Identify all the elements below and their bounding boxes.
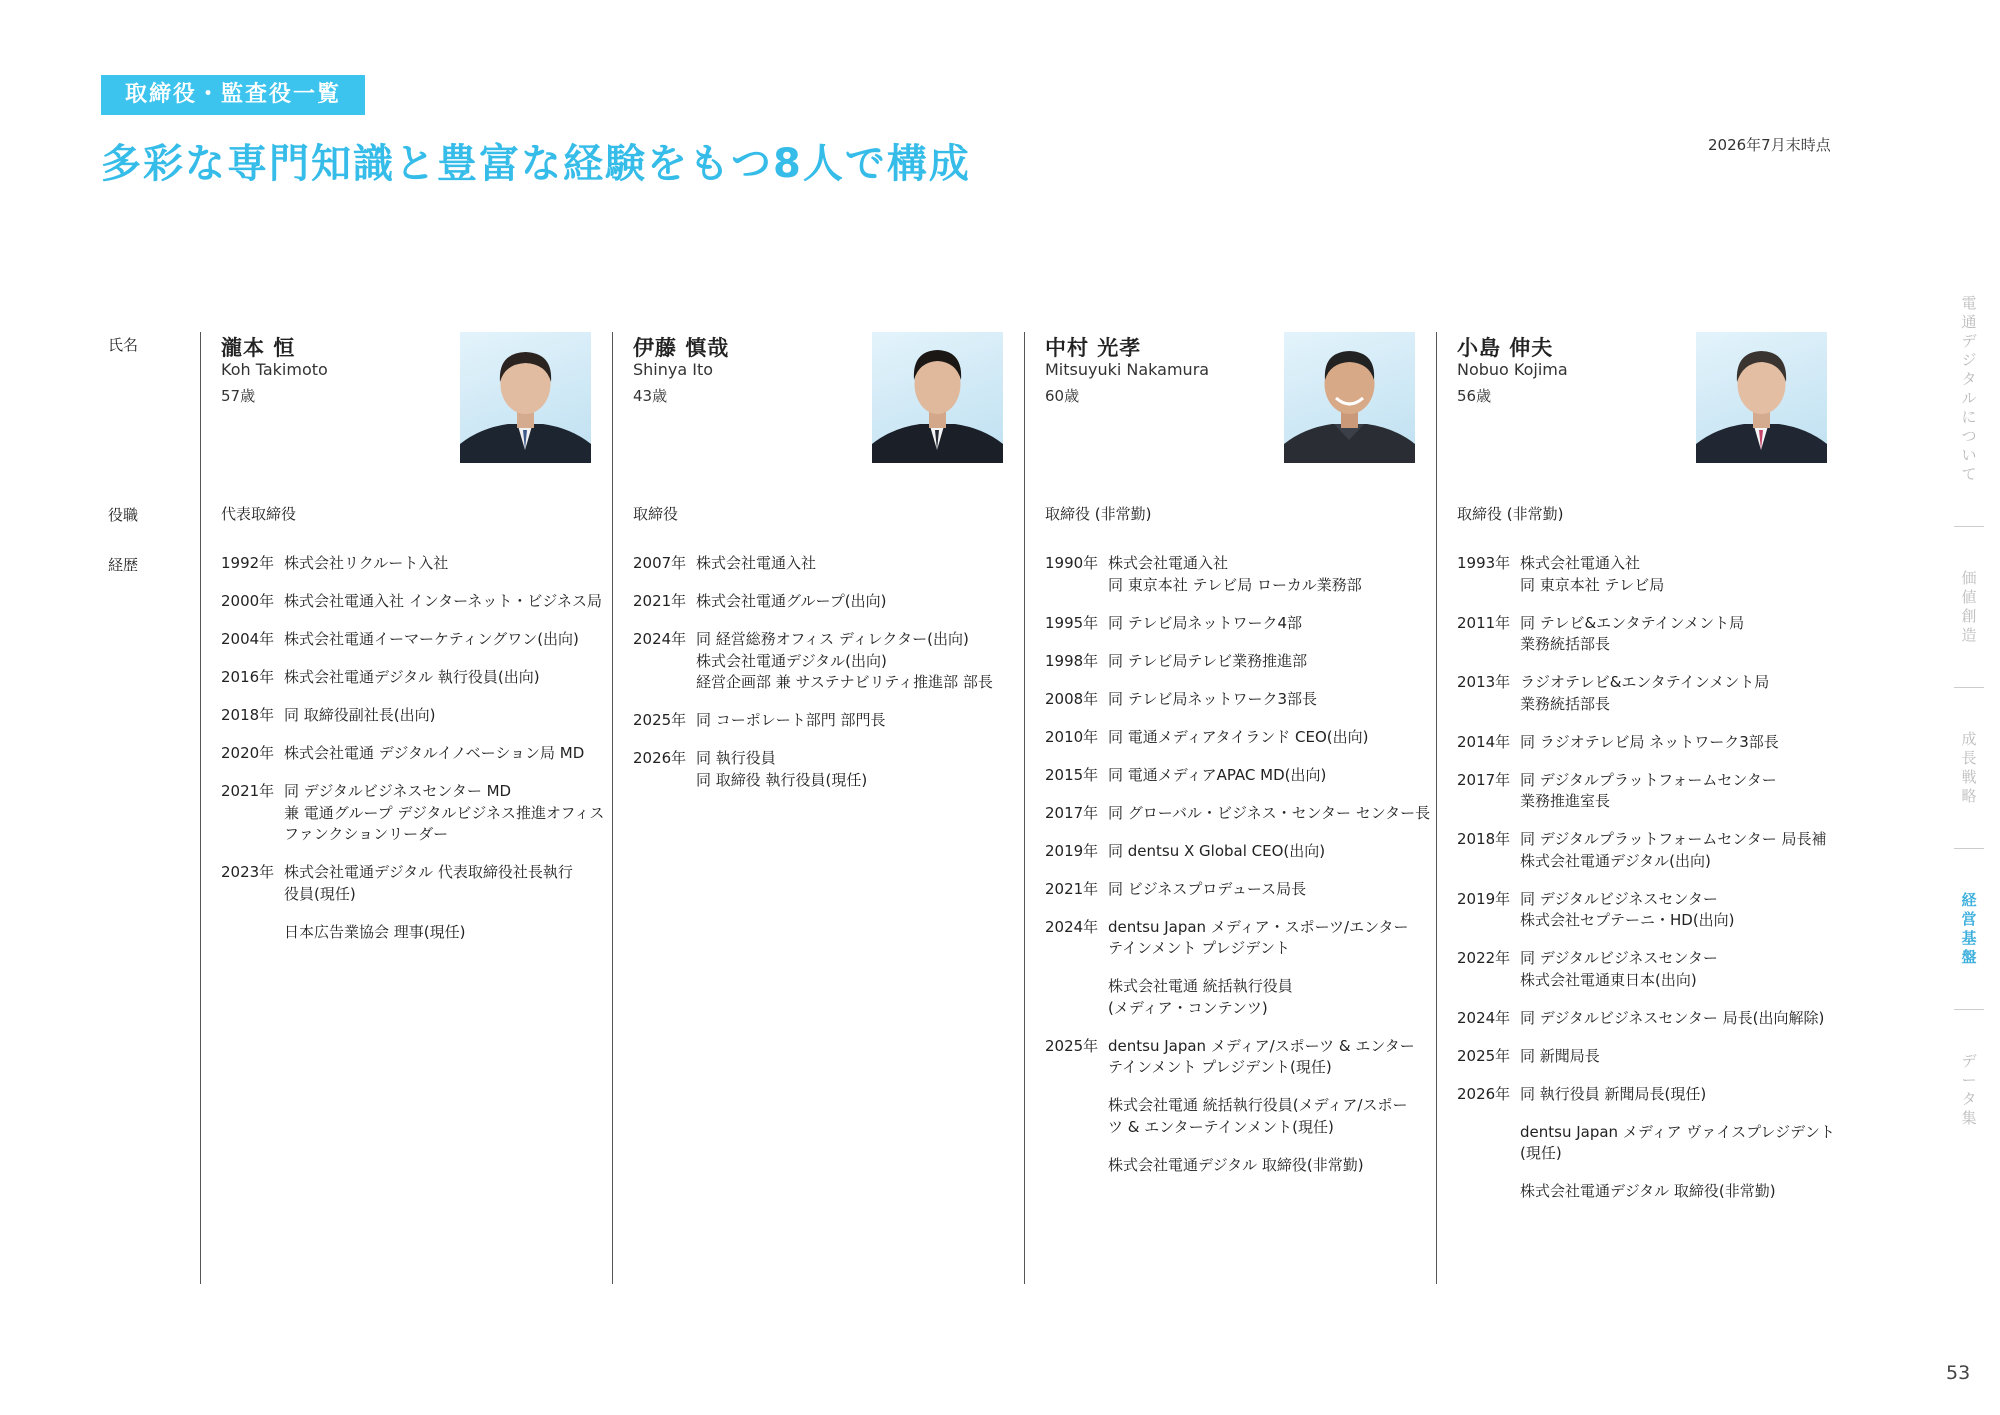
member-romaji: Shinya Ito [633,360,714,379]
career-text: 同 テレビ局テレビ業務推進部 [1108,651,1308,670]
member-column-3 [1024,332,1431,1284]
career-year: 1992年 [221,554,275,572]
person-portrait-icon [460,332,591,463]
career-text: 同 ビジネスプロデュース局長 [1108,879,1307,898]
career-text: 同 デジタルプラットフォームセンター 局長補 株式会社電通デジタル(出向) [1520,830,1827,870]
career-entry [1045,651,1423,673]
member-column-2 [612,332,1011,1284]
career-entry [1045,917,1423,960]
career-year: 2021年 [221,782,275,800]
career-text: 株式会社電通イーマーケティングワン(出向) [284,630,579,648]
member-name: 瀧本 恒 [221,336,296,360]
career-year: 2019年 [1457,889,1511,908]
person-portrait-icon [872,332,1003,463]
nav-management-foundation[interactable]: 経 営 基 盤 [1961,891,1977,966]
career-entry [1457,672,1835,715]
career-year: 2018年 [1457,830,1511,848]
member-age: 60歳 [1045,387,1080,405]
career-text: dentsu Japan メディア ヴァイスプレジデント (現任) [1520,1122,1835,1162]
nav-separator [1954,848,1984,849]
member-title: 代表取締役 [221,505,297,523]
career-text: 同 デジタルビジネスセンター 株式会社電通東日本(出向) [1520,949,1718,989]
career-entry [221,862,599,905]
career-text: 同 グローバル・ビジネス・センター センター長 [1108,803,1431,822]
career-year [1045,1155,1108,1177]
career-text: 同 執行役員 同 取締役 執行役員(現任) [696,749,868,789]
career-entry [1045,1036,1423,1079]
career-text: 株式会社電通デジタル 執行役員(出向) [284,668,540,686]
nav-separator [1954,526,1984,527]
career-list [1045,553,1431,1193]
career-text: 株式会社電通デジタル 取締役(非常勤) [1108,1155,1364,1174]
career-entry [633,591,1011,613]
career-year: 2018年 [221,706,275,724]
career-entry [1045,976,1423,1019]
career-entry [221,553,599,575]
career-year: 2000年 [221,592,275,610]
career-text: 同 テレビ局ネットワーク3部長 [1108,689,1318,708]
career-year: 2024年 [633,630,687,648]
career-text: 同 デジタルビジネスセンター MD 兼 電通グループ デジタルビジネス推進オフィス ファンクションリーダー [284,782,605,843]
career-year: 2016年 [221,668,275,686]
career-text: 同 取締役副社長(出向) [284,706,436,724]
person-portrait-icon [1284,332,1415,463]
career-text: 同 経営総務オフィス ディレクター(出向) 株式会社電通デジタル(出向) 経営企画部 兼 サステナビリティ推進部 部長 [696,630,993,691]
career-year: 2026年 [633,749,687,767]
career-entry [633,710,1011,732]
career-text: 株式会社電通入社 同 東京本社 テレビ局 [1520,554,1665,594]
career-entry [633,553,1011,575]
career-text: 株式会社電通グループ(出向) [696,592,887,610]
career-year: 1993年 [1457,554,1511,572]
career-entry [633,629,1011,694]
career-year: 1990年 [1045,554,1099,572]
career-text: 株式会社電通入社 [696,554,817,572]
career-entry [221,781,605,846]
nav-separator [1954,687,1984,688]
person-portrait-icon [1696,332,1827,463]
career-entry [1045,1095,1423,1138]
career-text: dentsu Japan メディア/スポーツ & エンター テインメント プレジデント(現任) [1108,1036,1415,1076]
career-list [1457,553,1835,1219]
career-year [221,922,284,944]
career-year: 2020年 [221,744,275,762]
career-year [1045,976,1108,1019]
career-entry [1457,1181,1835,1203]
row-label-name: 氏名 [108,336,139,354]
member-name: 小島 伸夫 [1457,336,1554,360]
career-text: 株式会社電通デジタル 代表取締役社長執行 役員(現任) [284,863,573,903]
career-text: dentsu Japan メディア・スポーツ/エンター テインメント プレジデント [1108,917,1409,957]
member-age: 56歳 [1457,387,1492,405]
member-name: 伊藤 慎哉 [633,336,730,360]
career-entry [1457,1008,1835,1030]
career-entry [1457,1046,1835,1068]
row-label-career: 経歴 [108,556,139,574]
nav-value-creation[interactable]: 価 値 創 造 [1961,569,1977,644]
career-year: 2014年 [1457,732,1511,751]
career-entry [1045,553,1423,596]
career-text: 同 執行役員 新聞局長(現任) [1520,1084,1707,1103]
career-year: 2024年 [1045,917,1099,936]
career-year: 2007年 [633,554,687,572]
row-label-position: 役職 [108,506,139,524]
nav-growth-strategy[interactable]: 成 長 戦 略 [1961,730,1977,805]
career-entry [1457,889,1835,932]
career-text: 同 ラジオテレビ局 ネットワーク3部長 [1520,732,1779,751]
career-entry [1457,770,1835,813]
career-text: 同 デジタルプラットフォームセンター 業務推進室長 [1520,770,1777,810]
career-year: 2017年 [1457,770,1511,789]
nav-separator [1954,1009,1984,1010]
page-number: 53 [1946,1362,1971,1384]
career-entry [1045,689,1423,711]
career-entry [1045,1155,1423,1177]
career-text: 株式会社電通 統括執行役員(メディア/スポー ツ & エンターテインメント(現任) [1108,1096,1408,1136]
member-romaji: Mitsuyuki Nakamura [1045,360,1210,379]
career-entry [1045,765,1423,787]
member-column-4 [1436,332,1835,1284]
career-text: 同 テレビ局ネットワーク4部 [1108,613,1303,632]
career-year: 2023年 [221,863,275,881]
career-text: 株式会社電通入社 インターネット・ビジネス局 [284,592,602,610]
career-year: 2024年 [1457,1008,1511,1027]
career-text: 同 デジタルビジネスセンター 局長(出向解除) [1520,1008,1825,1027]
career-year: 1998年 [1045,651,1099,670]
member-romaji: Koh Takimoto [221,360,328,379]
career-year: 2026年 [1457,1084,1511,1103]
career-text: 同 デジタルビジネスセンター 株式会社セプテーニ・HD(出向) [1520,889,1735,929]
career-year: 2017年 [1045,803,1099,822]
career-year: 2010年 [1045,727,1099,746]
career-text: 株式会社電通 デジタルイノベーション局 MD [284,744,585,762]
career-entry [1045,879,1423,901]
career-year: 2019年 [1045,841,1099,860]
career-text: 同 dentsu X Global CEO(出向) [1108,841,1326,860]
career-entry [221,591,602,613]
career-entry [221,743,599,765]
career-year: 2021年 [1045,879,1099,898]
career-list [633,553,1011,808]
career-entry [1457,829,1835,872]
member-title: 取締役 [633,505,679,523]
career-year [1045,1095,1108,1138]
career-text: 株式会社電通入社 同 東京本社 テレビ局 ローカル業務部 [1108,554,1362,594]
member-romaji: Nobuo Kojima [1457,360,1568,379]
career-entry [221,629,599,651]
career-year: 2011年 [1457,613,1511,632]
member-title: 取締役 (非常勤) [1045,505,1152,523]
career-entry [1045,841,1423,863]
career-text: 同 電通メディアタイランド CEO(出向) [1108,727,1369,746]
member-title: 取締役 (非常勤) [1457,505,1564,523]
career-entry [1457,1084,1835,1106]
career-year: 2013年 [1457,673,1511,691]
career-text: 株式会社電通デジタル 取締役(非常勤) [1520,1182,1776,1200]
career-year: 1995年 [1045,613,1099,632]
career-entry [1457,553,1835,596]
career-entry [221,922,599,944]
career-year: 2021年 [633,592,687,610]
career-year: 2004年 [221,630,275,648]
career-entry [1457,948,1835,991]
career-year [1457,1122,1520,1165]
career-entry [1457,732,1835,754]
member-name: 中村 光孝 [1045,336,1142,360]
career-entry [1045,803,1431,825]
career-text: 同 電通メディアAPAC MD(出向) [1108,765,1327,784]
career-year [1457,1181,1520,1203]
section-tag: 取締役・監査役一覧 [101,75,365,115]
career-entry [1457,1122,1835,1165]
career-text: 同 テレビ&エンタテインメント局 業務統括部長 [1520,613,1745,653]
career-entry [1045,727,1423,749]
member-column-1 [200,332,605,1284]
career-entry [1457,613,1835,656]
career-entry [1045,613,1423,635]
section-sidenav [1948,294,1990,1128]
career-year: 2015年 [1045,765,1099,784]
career-text: 株式会社電通 統括執行役員 (メディア・コンテンツ) [1108,977,1293,1017]
as-of-date: 2026年7月末時点 [1708,136,1831,154]
page-title: 多彩な専門知識と豊富な経験をもつ8人で構成 [101,141,971,187]
career-text: 同 コーポレート部門 部門長 [696,711,886,729]
career-year: 2025年 [633,711,687,729]
career-entry [633,748,1011,791]
career-entry [221,705,599,727]
member-age: 57歳 [221,387,256,405]
career-entry [221,667,599,689]
nav-about[interactable]: 電 通 デ ジ タ ル に つ い て [1961,294,1977,483]
nav-data[interactable]: デ ー タ 集 [1961,1052,1977,1127]
career-text: 同 新聞局長 [1520,1046,1600,1065]
career-year: 2008年 [1045,689,1099,708]
career-text: 日本広告業協会 理事(現任) [284,922,466,941]
career-list [221,553,605,960]
career-text: ラジオテレビ&エンタテインメント局 業務統括部長 [1520,673,1770,713]
member-age: 43歳 [633,387,668,405]
career-text: 株式会社リクルート入社 [284,554,449,572]
career-year: 2022年 [1457,949,1511,967]
career-year: 2025年 [1457,1046,1511,1065]
career-year: 2025年 [1045,1036,1099,1055]
